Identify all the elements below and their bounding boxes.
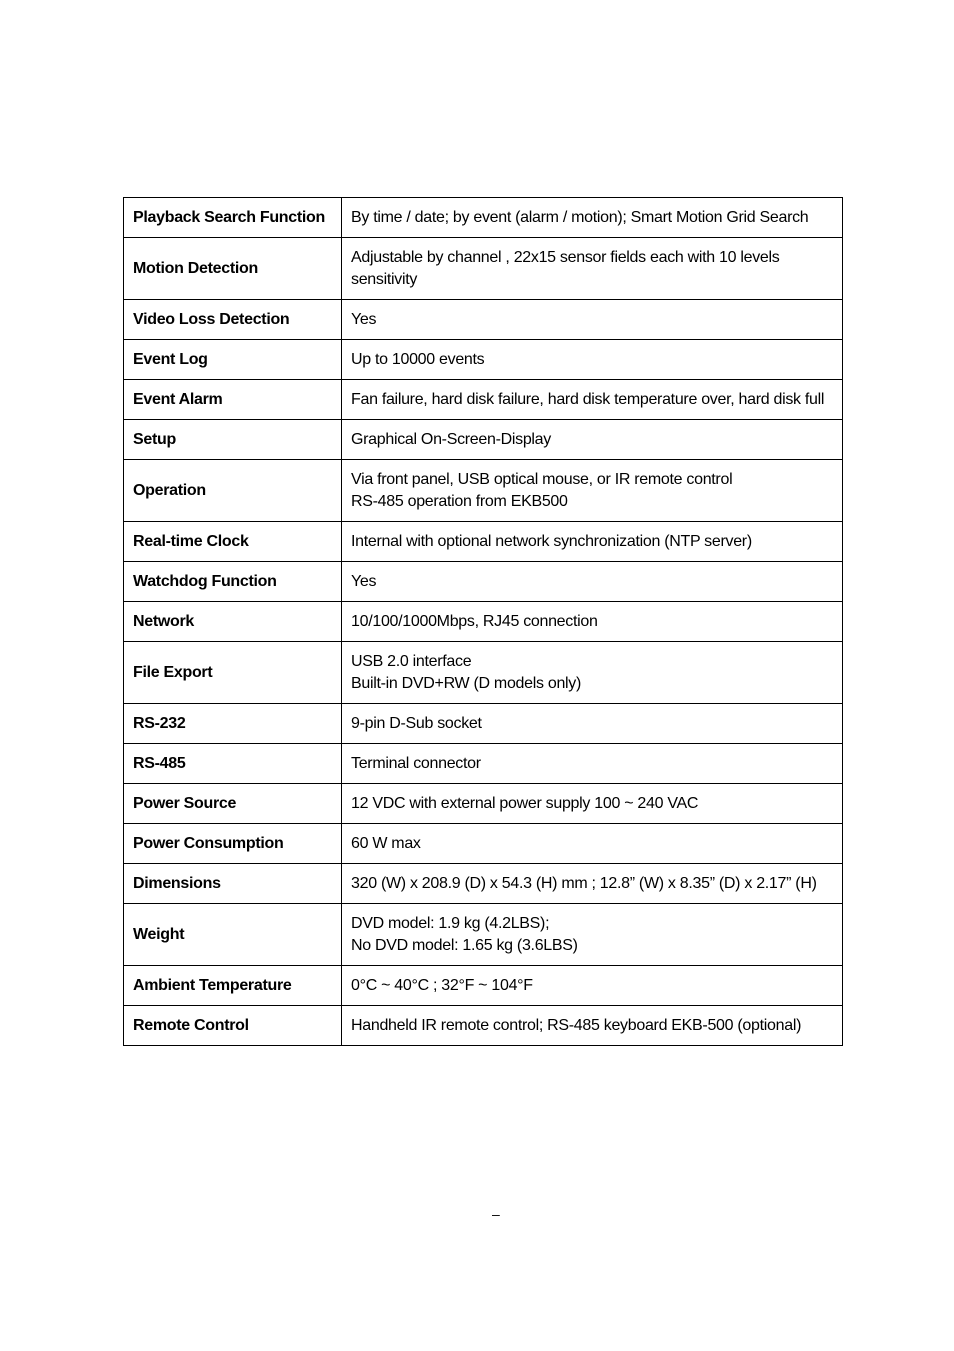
spec-value: 60 W max: [351, 834, 421, 852]
spec-value: 10/100/1000Mbps, RJ45 connection: [351, 612, 598, 630]
spec-row: [124, 522, 843, 562]
spec-value-cell: [342, 562, 843, 602]
spec-row: [124, 744, 843, 784]
spec-label-cell: [124, 642, 342, 704]
spec-label-cell: [124, 380, 342, 420]
spec-label: Real-time Clock: [133, 532, 249, 550]
spec-table-body: [124, 198, 843, 1046]
spec-label-cell: [124, 460, 342, 522]
spec-label-cell: [124, 744, 342, 784]
spec-label-cell: [124, 340, 342, 380]
spec-value-cell: [342, 198, 843, 238]
spec-value-cell: [342, 602, 843, 642]
spec-label: Dimensions: [133, 874, 221, 892]
spec-label: Remote Control: [133, 1016, 249, 1034]
spec-row: [124, 420, 843, 460]
spec-label: Power Source: [133, 794, 237, 812]
spec-row: [124, 784, 843, 824]
spec-value-cell: [342, 744, 843, 784]
spec-row: [124, 380, 843, 420]
spec-label-cell: [124, 238, 342, 300]
page-number-mark: –: [492, 1206, 500, 1222]
spec-value-cell: [342, 784, 843, 824]
spec-row: [124, 966, 843, 1006]
spec-label: Operation: [133, 481, 206, 499]
spec-row: [124, 238, 843, 300]
spec-row: [124, 340, 843, 380]
spec-label-cell: [124, 1006, 342, 1046]
spec-row: [124, 1006, 843, 1046]
spec-label: Motion Detection: [133, 259, 258, 277]
spec-label-cell: [124, 522, 342, 562]
spec-value-cell: [342, 824, 843, 864]
spec-value: Internal with optional network synchronization (NTP server): [351, 532, 752, 550]
spec-label-cell: [124, 966, 342, 1006]
spec-row: [124, 824, 843, 864]
spec-value-cell: [342, 704, 843, 744]
spec-table: [123, 197, 843, 1046]
spec-label: Watchdog Function: [133, 572, 277, 590]
spec-row: [124, 904, 843, 966]
spec-value: Adjustable by channel , 22x15 sensor fields each with 10 levels sensitivity: [351, 248, 780, 288]
spec-value-cell: [342, 522, 843, 562]
spec-value-cell: [342, 380, 843, 420]
spec-label: Setup: [133, 430, 176, 448]
spec-label: Weight: [133, 925, 185, 943]
spec-row: [124, 300, 843, 340]
spec-row: [124, 602, 843, 642]
spec-label-cell: [124, 602, 342, 642]
spec-row: [124, 642, 843, 704]
spec-value-cell: [342, 1006, 843, 1046]
spec-value: 12 VDC with external power supply 100 ~ 240 VAC: [351, 794, 699, 812]
spec-value-cell: [342, 460, 843, 522]
spec-value: Via front panel, USB optical mouse, or IR remote control RS-485 operation from EKB500: [351, 470, 733, 510]
spec-value: Up to 10000 events: [351, 350, 485, 368]
spec-value-cell: [342, 300, 843, 340]
spec-value: Handheld IR remote control; RS-485 keyboard EKB-500 (optional): [351, 1016, 802, 1034]
spec-value: By time / date; by event (alarm / motion); Smart Motion Grid Search: [351, 208, 809, 226]
spec-label: RS-232: [133, 714, 186, 732]
spec-label: Event Alarm: [133, 390, 223, 408]
spec-label: File Export: [133, 663, 213, 681]
spec-value: 320 (W) x 208.9 (D) x 54.3 (H) mm ; 12.8” (W) x 8.35” (D) x 2.17” (H): [351, 874, 817, 892]
spec-label-cell: [124, 420, 342, 460]
spec-label-cell: [124, 704, 342, 744]
spec-label: Ambient Temperature: [133, 976, 292, 994]
spec-label-cell: [124, 300, 342, 340]
spec-label-cell: [124, 904, 342, 966]
spec-row: [124, 562, 843, 602]
spec-row: [124, 864, 843, 904]
spec-value: USB 2.0 interface Built-in DVD+RW (D models only): [351, 652, 582, 692]
spec-label-cell: [124, 824, 342, 864]
spec-label-cell: [124, 198, 342, 238]
spec-value-cell: [342, 904, 843, 966]
spec-value-cell: [342, 966, 843, 1006]
spec-label-cell: [124, 864, 342, 904]
spec-label: RS-485: [133, 754, 186, 772]
spec-row: [124, 198, 843, 238]
spec-label-cell: [124, 562, 342, 602]
spec-label: Playback Search Function: [133, 208, 325, 226]
spec-value: 0°C ~ 40°C ; 32°F ~ 104°F: [351, 976, 533, 994]
spec-label: Video Loss Detection: [133, 310, 290, 328]
spec-value-cell: [342, 340, 843, 380]
spec-value: DVD model: 1.9 kg (4.2LBS); No DVD model: 1.65 kg (3.6LBS): [351, 914, 578, 954]
spec-label-cell: [124, 784, 342, 824]
spec-label: Event Log: [133, 350, 208, 368]
spec-value-cell: [342, 864, 843, 904]
spec-value-cell: [342, 238, 843, 300]
spec-value-cell: [342, 420, 843, 460]
spec-label: Network: [133, 612, 195, 630]
spec-value: Graphical On-Screen-Display: [351, 430, 551, 448]
spec-value: Yes: [351, 310, 377, 328]
spec-row: [124, 460, 843, 522]
spec-value: Terminal connector: [351, 754, 481, 772]
spec-value: Fan failure, hard disk failure, hard disk temperature over, hard disk full: [351, 390, 825, 408]
spec-row: [124, 704, 843, 744]
spec-value: 9-pin D-Sub socket: [351, 714, 482, 732]
spec-label: Power Consumption: [133, 834, 284, 852]
spec-value: Yes: [351, 572, 377, 590]
spec-value-cell: [342, 642, 843, 704]
